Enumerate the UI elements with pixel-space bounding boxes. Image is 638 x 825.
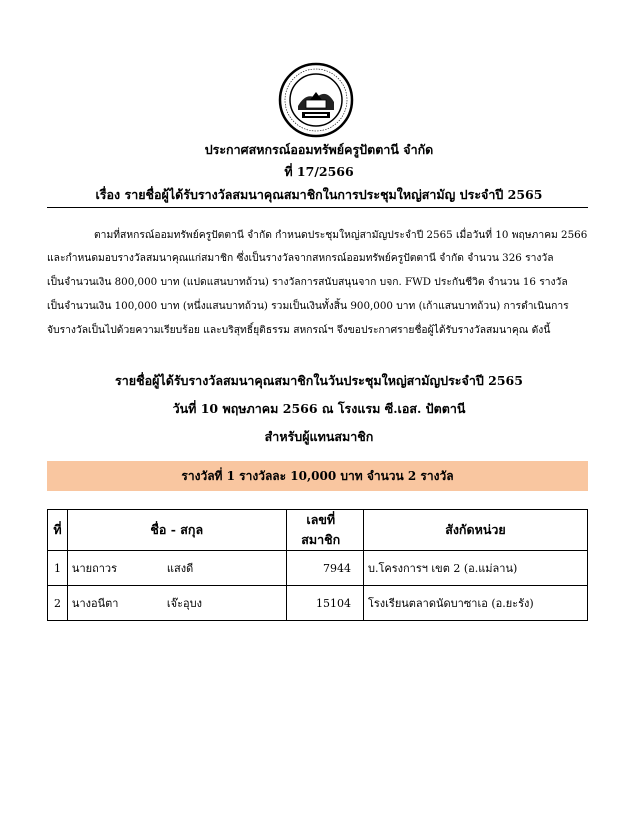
prize-banner: [47, 461, 588, 491]
header-name: ชื่อ - สกุล: [67, 510, 286, 551]
body-line: เป็นจำนวนเงิน 100,000 บาท (หนึ่งแสนบาทถ้วน) รวมเป็นเงินทั้งสิ้น 900,000 บาท (เก้าแสนบาทถ้วน) การดำเนินการ: [47, 300, 569, 312]
body-line: เป็นจำนวนเงิน 800,000 บาท (แปดแสนบาทถ้วน) รางวัลการสนับสนุนจาก บจก. FWD ประกันชีวิต จำนวน 16 รางวัล: [47, 276, 568, 288]
header-unit: สังกัดหน่วย: [363, 510, 587, 551]
cooperative-seal-logo: [278, 62, 354, 138]
body-line: จับรางวัลเป็นไปด้วยความเรียบร้อย และบริสุทธิ์ยุติธรรม สหกรณ์ฯ จึงขอประกาศรายชื่อผู้ได้รับรางวัลสมนาคุณ ดังนี้: [47, 324, 551, 336]
header-divider: [47, 207, 588, 208]
header-member-no: เลขที่สมาชิก: [286, 510, 363, 551]
body-line: ตามที่สหกรณ์ออมทรัพย์ครูปัตตานี จำกัด กำหนดประชุมใหญ่สามัญประจำปี 2565 เมื่อวันที่ 10 พฤษภาคม 2566: [94, 229, 588, 241]
section-title: รายชื่อผู้ได้รับรางวัลสมนาคุณสมาชิกในวันประชุมใหญ่สามัญประจำปี 2565: [115, 373, 523, 388]
prize-banner-text: รางวัลที่ 1 รางวัลละ 10,000 บาท จำนวน 2 รางวัล: [181, 468, 454, 483]
winners-table: [47, 509, 588, 621]
first-name: นางอนีตา: [71, 597, 119, 610]
announcement-number: ที่ 17/2566: [284, 164, 354, 179]
section-audience: สำหรับผู้แทนสมาชิก: [264, 429, 374, 444]
cell-no: 2: [48, 586, 68, 621]
body-line: และกำหนดมอบรางวัลสมนาคุณแก่สมาชิก ซึ่งเป็นรางวัลจากสหกรณ์ออมทรัพย์ครูปัตตานี จำกัด จำนวน 326 รางวัล: [47, 252, 554, 264]
section-date-venue: วันที่ 10 พฤษภาคม 2566 ณ โรงแรม ซี.เอส. ปัตตานี: [172, 401, 466, 416]
table-row: [48, 586, 588, 621]
header-no: ที่: [48, 510, 68, 551]
cell-unit: บ.โครงการฯ เขต 2 (อ.แม่ลาน): [363, 551, 587, 586]
cell-member-no: 15104: [286, 586, 363, 621]
cell-name: [67, 586, 286, 621]
table-header-row: [48, 510, 588, 551]
first-name: นายถาวร: [71, 562, 117, 575]
cell-no: 1: [48, 551, 68, 586]
last-name: แสงดี: [166, 562, 194, 575]
cell-name: [67, 551, 286, 586]
table-row: [48, 551, 588, 586]
org-title: ประกาศสหกรณ์ออมทรัพย์ครูปัตตานี จำกัด: [204, 142, 434, 157]
last-name: เจ๊ะอุบง: [166, 597, 202, 610]
cell-unit: โรงเรียนตลาดนัดบาซาเอ (อ.ยะรัง): [363, 586, 587, 621]
announcement-subject: เรื่อง รายชื่อผู้ได้รับรางวัลสมนาคุณสมาชิกในการประชุมใหญ่สามัญ ประจำปี 2565: [95, 187, 543, 202]
cell-member-no: 7944: [286, 551, 363, 586]
